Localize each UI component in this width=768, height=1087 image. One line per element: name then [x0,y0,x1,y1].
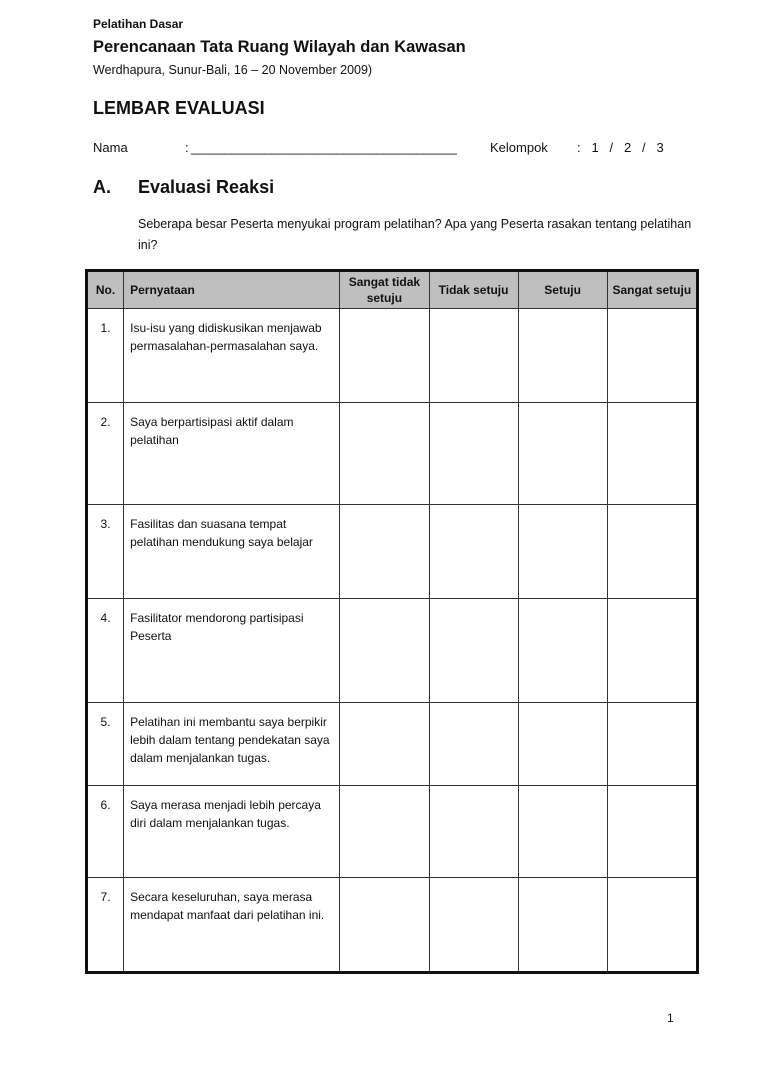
rating-cell-strongly-agree[interactable] [607,403,697,505]
name-field[interactable]: : ________________________________________ [185,140,457,155]
section-letter: A. [93,177,111,197]
location-date: Werdhapura, Sunur-Bali, 16 – 20 November 2009) [93,63,373,77]
section-intro: Seberapa besar Peserta menyukai program pelatihan? Apa yang Peserta rasakan tentang pelatihan ini? [138,217,692,252]
rating-cell-strongly-disagree[interactable] [340,786,429,878]
group-label: Kelompok [490,140,548,155]
rating-cell-agree[interactable] [518,505,607,599]
table-row [87,599,698,703]
group-options[interactable]: : 1 / 2 / 3 [577,140,664,155]
rating-cell-agree[interactable] [518,309,607,403]
rating-cell-disagree[interactable] [429,403,518,505]
rating-cell-strongly-agree[interactable] [607,309,697,403]
course-type: Pelatihan Dasar [93,17,184,31]
header-strongly-agree: Sangat setuju [607,271,697,309]
rating-cell-disagree[interactable] [429,786,518,878]
row-number: 3. [87,505,124,599]
header-statement: Pernyataan [124,271,340,309]
row-number: 2. [87,403,124,505]
rating-cell-disagree[interactable] [429,505,518,599]
table-row [87,703,698,786]
rating-cell-agree[interactable] [518,703,607,786]
rating-cell-strongly-disagree[interactable] [340,505,429,599]
row-statement: Pelatihan ini membantu saya berpikir lebih dalam tentang pendekatan saya dalam menjalankan tugas. [124,703,340,786]
page-number: 1 [667,1011,674,1025]
row-statement: Fasilitas dan suasana tempat pelatihan mendukung saya belajar [124,505,340,599]
rating-cell-strongly-disagree[interactable] [340,599,429,703]
row-number: 4. [87,599,124,703]
rating-cell-strongly-agree[interactable] [607,599,697,703]
table-header-row [87,271,698,309]
rating-cell-strongly-agree[interactable] [607,505,697,599]
row-number: 7. [87,878,124,973]
rating-cell-agree[interactable] [518,786,607,878]
rating-cell-disagree[interactable] [429,309,518,403]
row-statement: Secara keseluruhan, saya merasa mendapat manfaat dari pelatihan ini. [124,878,340,973]
rating-cell-strongly-disagree[interactable] [340,703,429,786]
table-row [87,878,698,973]
form-title: LEMBAR EVALUASI [93,98,265,118]
rating-cell-strongly-agree[interactable] [607,703,697,786]
header-disagree: Tidak setuju [429,271,518,309]
table-row [87,505,698,599]
rating-cell-strongly-disagree[interactable] [340,309,429,403]
rating-cell-disagree[interactable] [429,878,518,973]
course-title: Perencanaan Tata Ruang Wilayah dan Kawasan [93,38,466,56]
rating-cell-strongly-disagree[interactable] [340,878,429,973]
rating-cell-strongly-agree[interactable] [607,878,697,973]
row-number: 5. [87,703,124,786]
rating-cell-disagree[interactable] [429,599,518,703]
row-number: 1. [87,309,124,403]
row-statement: Saya merasa menjadi lebih percaya diri dalam menjalankan tugas. [124,786,340,878]
row-statement: Fasilitator mendorong partisipasi Peserta [124,599,340,703]
table-row [87,786,698,878]
header-agree: Setuju [518,271,607,309]
rating-cell-agree[interactable] [518,403,607,505]
row-number: 6. [87,786,124,878]
rating-cell-strongly-disagree[interactable] [340,403,429,505]
rating-cell-disagree[interactable] [429,703,518,786]
evaluation-table [85,269,699,974]
header-strongly-disagree: Sangat tidak setuju [340,271,429,309]
table-row [87,309,698,403]
rating-cell-agree[interactable] [518,878,607,973]
header-no: No. [87,271,124,309]
table-row [87,403,698,505]
name-label: Nama [93,140,128,155]
section-title: Evaluasi Reaksi [138,177,275,197]
rating-cell-strongly-agree[interactable] [607,786,697,878]
row-statement: Isu-isu yang didiskusikan menjawab permasalahan-permasalahan saya. [124,309,340,403]
row-statement: Saya berpartisipasi aktif dalam pelatihan [124,403,340,505]
rating-cell-agree[interactable] [518,599,607,703]
